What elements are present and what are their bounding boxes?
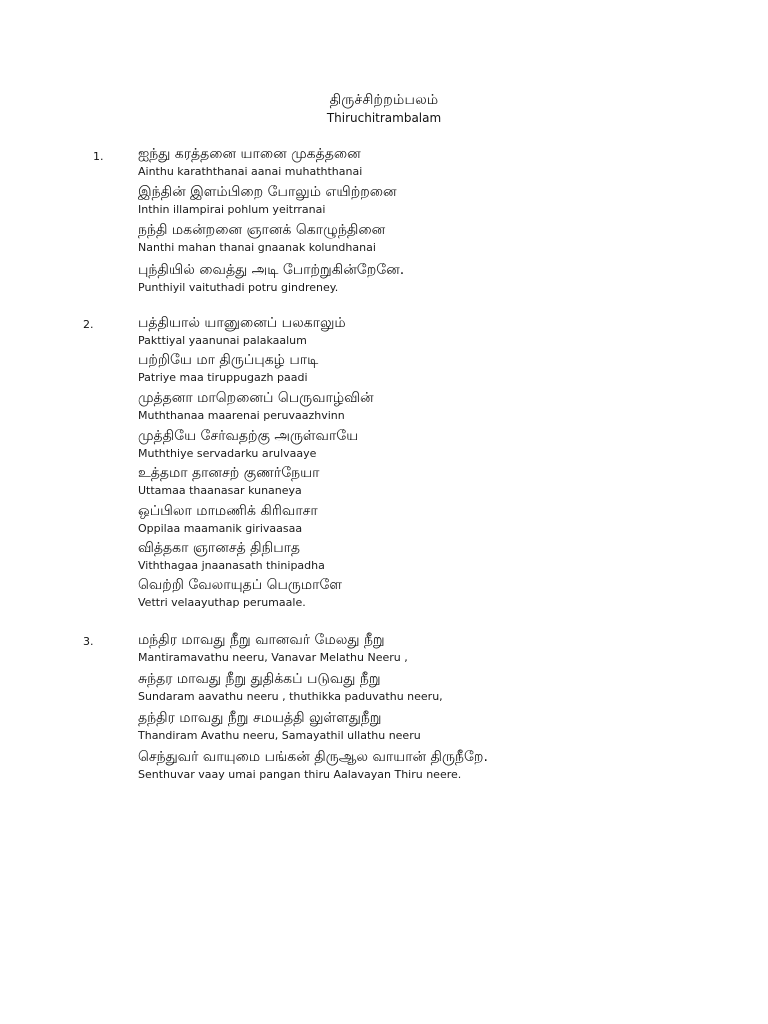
transliteration-line: Patriye maa tiruppugazh paadi — [138, 371, 308, 384]
tamil-line: பத்தியால் யானுனைப் பலகாலும் — [138, 315, 346, 331]
verse-line — [138, 748, 488, 782]
transliteration-line: Pakttiyal yaanunai palakaalum — [138, 334, 307, 347]
transliteration-line: Ainthu karaththanai aanai muhaththanai — [138, 165, 363, 178]
verse-line — [138, 351, 318, 385]
verse-line — [138, 670, 443, 704]
transliteration-line: Muththiye servadarku arulvaaye — [138, 447, 317, 460]
tamil-line: இந்தின் இளம்பிறை போலும் எயிற்றனை — [138, 184, 397, 200]
transliteration-line: Thandiram Avathu neeru, Samayathil ullathu neeru — [138, 729, 421, 742]
tamil-line: ஐந்து கரத்தனை யானை முகத்தனை — [138, 146, 361, 162]
title-block — [0, 90, 768, 126]
verse-line — [138, 427, 358, 461]
tamil-line: தந்திர மாவது நீறு சமயத்தி லுள்ளதுநீறு — [138, 710, 382, 726]
verse-number: 1. — [93, 150, 104, 163]
verse-line — [138, 389, 374, 423]
transliteration-line: Nanthi mahan thanai gnaanak kolundhanai — [138, 241, 376, 254]
transliteration-line: Viththagaa jnaanasath thinipadha — [138, 559, 325, 572]
transliteration-line: Uttamaa thaanasar kunaneya — [138, 484, 302, 497]
transliteration-line: Senthuvar vaay umai pangan thiru Aalavayan Thiru neere. — [138, 768, 462, 781]
transliteration-line: Muththanaa maarenai peruvaazhvinn — [138, 409, 345, 422]
tamil-line: புந்தியில் வைத்து அடி போற்றுகின்றேனே. — [138, 262, 405, 278]
verse-line — [138, 261, 404, 295]
transliteration-line: Inthin illampirai pohlum yeitrranai — [138, 203, 326, 216]
transliteration-line: Sundaram aavathu neeru , thuthikka paduvathu neeru, — [138, 690, 443, 703]
verse-line — [138, 145, 362, 179]
verse-line — [138, 314, 346, 348]
transliteration-line: Vettri velaayuthap perumaale. — [138, 596, 306, 609]
tamil-line: வெற்றி வேலாயுதப் பெருமாளே — [138, 577, 343, 593]
tamil-line: செந்துவர் வாயுமை பங்கன் திருஆல வாயான் திருநீறே. — [138, 749, 488, 765]
transliteration-line: Mantiramavathu neeru, Vanavar Melathu Neeru , — [138, 651, 408, 664]
tamil-line: மந்திர மாவது நீறு வானவர் மேலது நீறு — [138, 632, 385, 648]
verse-line — [138, 709, 421, 743]
verse-line — [138, 539, 325, 573]
verse-number: 2. — [83, 318, 94, 331]
verse-line — [138, 183, 397, 217]
verse-line — [138, 576, 342, 610]
transliteration-line: Punthiyil vaituthadi potru gindreney. — [138, 281, 339, 294]
verse-line — [138, 221, 385, 255]
verse-line — [138, 464, 319, 498]
tamil-line: நந்தி மகன்றனை ஞானக் கொழுந்தினை — [138, 222, 386, 238]
page-title-tamil: திருச்சிற்றம்பலம் — [329, 92, 439, 108]
tamil-line: முத்தனா மாறெனைப் பெருவாழ்வின் — [138, 390, 374, 406]
tamil-line: சுந்தர மாவது நீறு துதிக்கப் படுவது நீறு — [138, 671, 381, 687]
tamil-line: வித்தகா ஞானசத் திநிபாத — [138, 540, 301, 556]
transliteration-line: Oppilaa maamanik girivaasaa — [138, 522, 303, 535]
verse-line — [138, 631, 408, 665]
verse-line — [138, 502, 318, 536]
tamil-line: முத்தியே சேர்வதற்கு அருள்வாயே — [138, 428, 359, 444]
tamil-line: உத்தமா தானசற் குணர்நேயா — [138, 465, 320, 481]
verse-number: 3. — [83, 635, 94, 648]
page-title-transliteration: Thiruchitrambalam — [326, 111, 442, 125]
tamil-line: பற்றியே மா திருப்புகழ் பாடி — [138, 352, 319, 368]
tamil-line: ஒப்பிலா மாமணிக் கிரிவாசா — [138, 503, 318, 519]
